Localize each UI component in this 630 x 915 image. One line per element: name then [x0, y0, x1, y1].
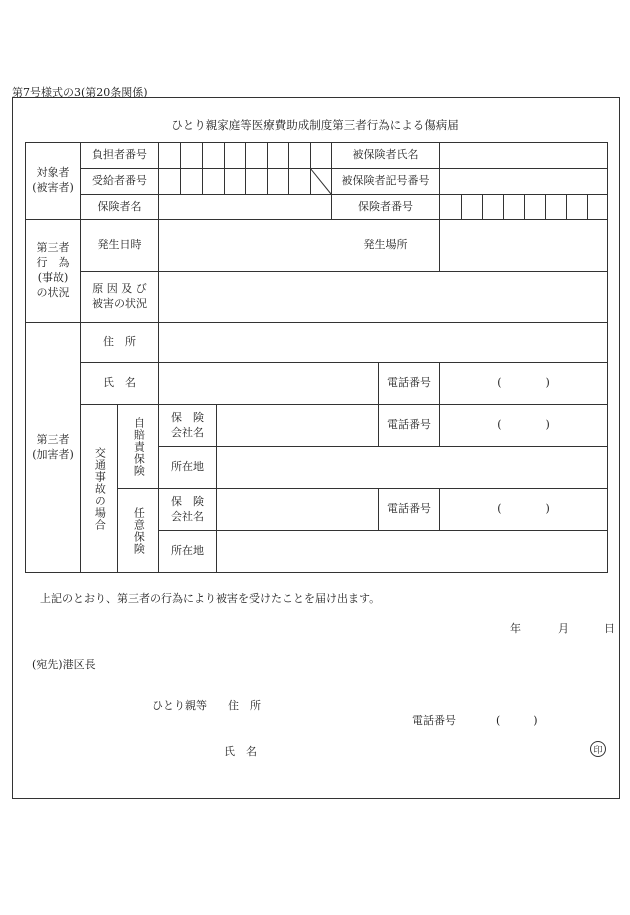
addressee: (宛先)港区長	[32, 658, 96, 671]
compulsory-company-label: 保 険 会社名	[171, 410, 204, 439]
perp-name-label: 氏 名	[103, 376, 136, 390]
perp-phone-label: 電話番号	[387, 376, 431, 390]
applicant-name-label: 氏 名	[224, 745, 257, 758]
incident-section-label: 第三者 行 為 (事故) の状況	[36, 241, 70, 299]
declaration-text: 上記のとおり、第三者の行為により被害を受けたことを届け出ます。	[40, 592, 381, 605]
applicant-phone-parens: ( )	[496, 714, 538, 727]
compulsory-phone-parens: ( )	[497, 418, 550, 432]
seal-mark: 印	[590, 741, 606, 757]
form-title: ひとり親家庭等医療費助成制度第三者行為による傷病届	[171, 118, 459, 132]
voluntary-location-label: 所在地	[171, 544, 204, 558]
form-number: 第7号様式の3(第20条関係)	[12, 86, 148, 99]
perp-address-label: 住 所	[103, 335, 136, 349]
compulsory-insurance-label: 自賠責保険	[132, 416, 146, 477]
insured-name-label: 被保険者氏名	[352, 148, 419, 162]
subject-section-label: 対象者 (被害者)	[32, 166, 74, 194]
recipient-number-label: 受給者番号	[92, 174, 147, 188]
cause-label: 原 因 及 び 被害の状況	[92, 282, 147, 310]
date-month: 月	[558, 622, 569, 635]
voluntary-company-label: 保 険 会社名	[171, 494, 204, 523]
applicant-address-label: 住 所	[228, 699, 261, 712]
perp-phone-parens: ( )	[497, 376, 550, 390]
burden-number-label: 負担者番号	[92, 148, 147, 162]
place-label: 発生場所	[363, 238, 408, 252]
insured-symbol-label: 被保険者記号番号	[341, 174, 430, 188]
voluntary-phone-parens: ( )	[497, 502, 550, 516]
voluntary-phone-label: 電話番号	[387, 502, 431, 516]
applicant-phone-label: 電話番号	[412, 714, 456, 727]
applicant-prefix: ひとり親等	[152, 699, 207, 712]
insurer-name-label: 保険者名	[97, 199, 142, 213]
perpetrator-section-label: 第三者 (加害者)	[32, 432, 74, 461]
date-year: 年	[510, 622, 521, 635]
date-day: 日	[604, 622, 615, 635]
insurer-number-label: 保険者番号	[358, 199, 413, 213]
compulsory-location-label: 所在地	[171, 460, 204, 474]
compulsory-phone-label: 電話番号	[387, 418, 431, 432]
datetime-label: 発生日時	[97, 238, 142, 252]
traffic-accident-label: 交通事故の場合	[93, 446, 107, 531]
voluntary-insurance-label: 任意保険	[132, 506, 146, 555]
